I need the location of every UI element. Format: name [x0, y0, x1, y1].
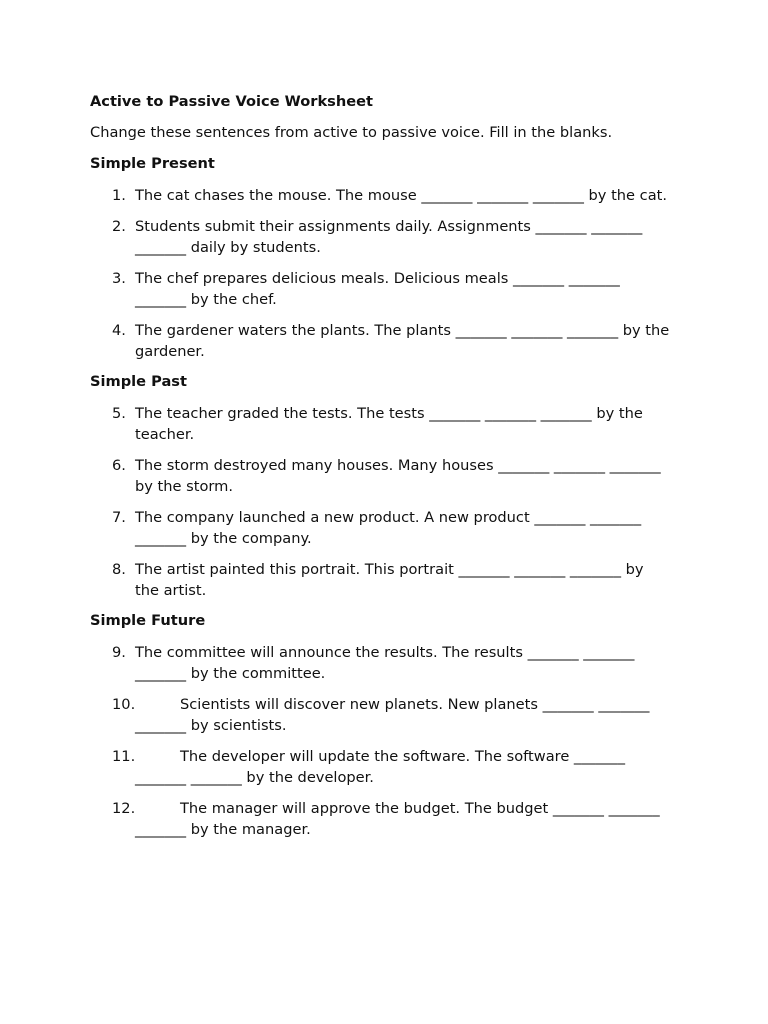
item-number: 12.	[112, 800, 136, 817]
list-item	[90, 268, 670, 310]
item-sentence: The company launched a new product. A new product _______ _______ _______ by the company.	[135, 509, 642, 547]
item-number: 9.	[112, 644, 126, 661]
item-sentence: Students submit their assignments daily. Assignments _______ _______ _______ daily by students.	[135, 218, 643, 256]
item-number: 8.	[112, 561, 126, 578]
item-number: 4.	[112, 322, 126, 339]
item-sentence: The committee will announce the results. The results _______ _______ _______ by the committee.	[135, 644, 635, 682]
item-sentence: The cat chases the mouse. The mouse _______ _______ _______ by the cat.	[135, 187, 667, 204]
item-sentence: The developer will update the software. The software _______ _______ _______ by the developer.	[135, 748, 626, 786]
item-number: 10.	[112, 696, 136, 713]
item-number: 6.	[112, 457, 126, 474]
item-sentence: The chef prepares delicious meals. Delicious meals _______ _______ _______ by the chef.	[135, 270, 620, 308]
list-item	[90, 185, 670, 206]
list-item	[90, 642, 670, 684]
item-sentence: The manager will approve the budget. The budget _______ _______ _______ by the manager.	[135, 800, 660, 838]
list-item	[90, 403, 670, 445]
item-sentence: Scientists will discover new planets. New planets _______ _______ _______ by scientists.	[135, 696, 650, 734]
item-number: 7.	[112, 509, 126, 526]
list-item	[90, 798, 670, 840]
item-sentence: The teacher graded the tests. The tests _______ _______ _______ by the teacher.	[135, 405, 643, 443]
item-sentence: The gardener waters the plants. The plants _______ _______ _______ by the gardener.	[135, 322, 670, 360]
item-sentence: The artist painted this portrait. This portrait _______ _______ _______ by the artist.	[135, 561, 644, 599]
item-number: 2.	[112, 218, 126, 235]
list-item	[90, 559, 670, 601]
list-item	[90, 746, 670, 788]
list-item	[90, 455, 670, 497]
list-item	[90, 320, 670, 362]
section-heading-simple-past: Simple Past	[90, 373, 187, 390]
item-number: 5.	[112, 405, 126, 422]
item-sentence: The storm destroyed many houses. Many houses _______ _______ _______ by the storm.	[135, 457, 661, 495]
instructions: Change these sentences from active to passive voice. Fill in the blanks.	[90, 124, 613, 141]
item-number: 3.	[112, 270, 126, 287]
worksheet-title: Active to Passive Voice Worksheet	[90, 93, 374, 110]
item-number: 11.	[112, 748, 136, 765]
list-item	[90, 507, 670, 549]
list-item	[90, 694, 670, 736]
section-heading-simple-future: Simple Future	[90, 612, 206, 629]
worksheet-page	[90, 92, 690, 850]
list-item	[90, 216, 670, 258]
section-heading-simple-present: Simple Present	[90, 155, 215, 172]
item-number: 1.	[112, 187, 126, 204]
